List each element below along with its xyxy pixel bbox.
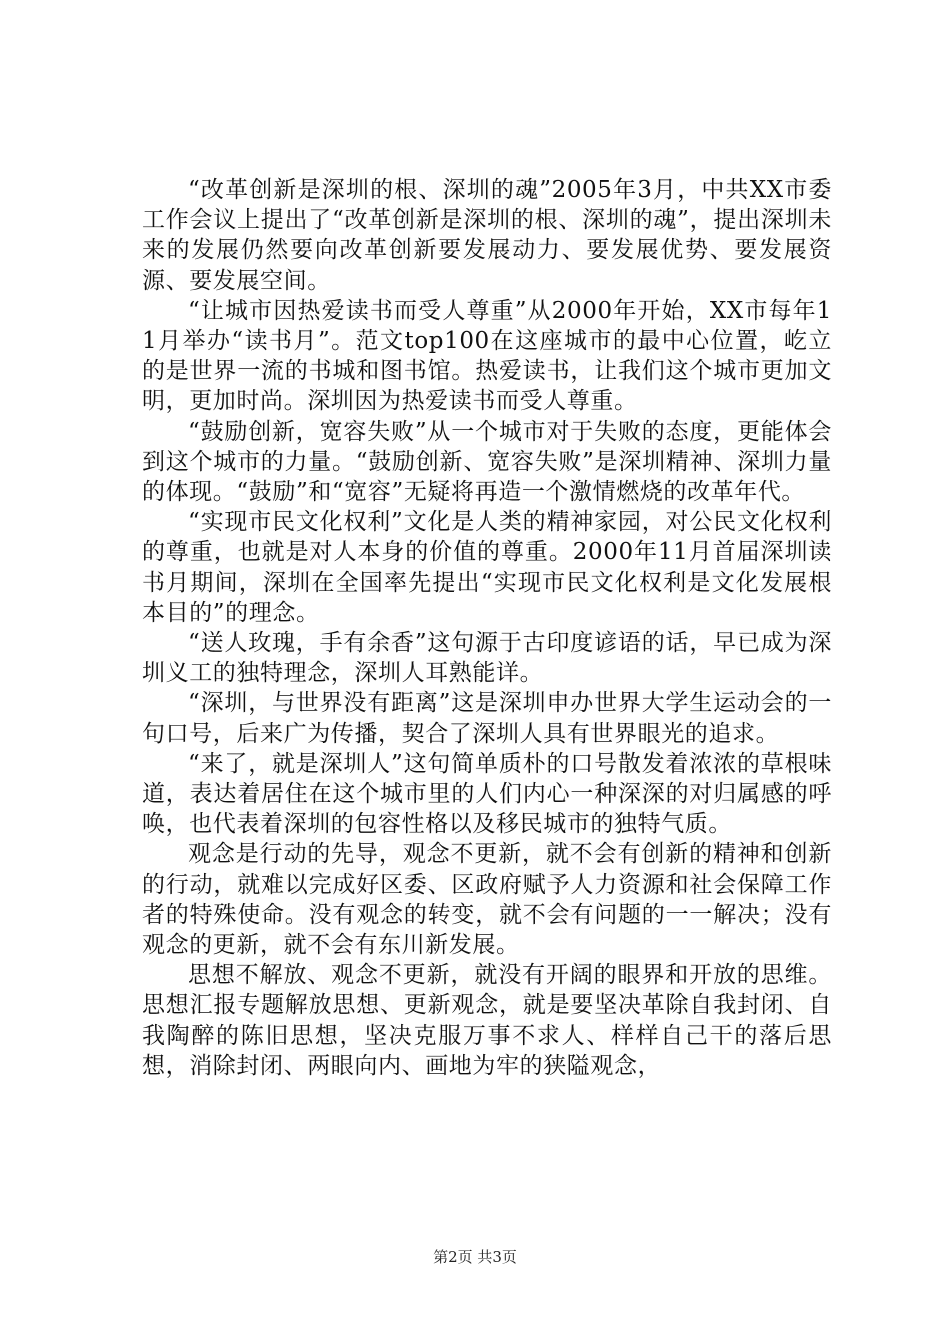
paragraph-emancipate-mind: 思想不解放、观念不更新，就没有开阔的眼界和开放的思维。思想汇报专题解放思想、更新观念，就是要坚决革除自我封闭、自我陶醉的陈旧思想，坚决克服万事不求人、样样自己干的落后思想，消除封闭、两眼向内、画地为牢的狭隘观念， xyxy=(142,962,832,1079)
paragraph-roses: “送人玫瑰，手有余香”这句源于古印度谚语的话，早已成为深圳义工的独特理念，深圳人耳熟能详。 xyxy=(142,630,832,687)
document-body xyxy=(142,175,832,1081)
paragraph-reform-innovation: “改革创新是深圳的根、深圳的魂”2005年3月，中共XX市委工作会议上提出了“改革创新是深圳的根、深圳的魂”，提出深圳未来的发展仍然要向改革创新要发展动力、要发展优势、要发展资源、要发展空间。 xyxy=(142,177,832,294)
paragraph-no-distance: “深圳，与世界没有距离”这是深圳申办世界大学生运动会的一句口号，后来广为传播，契合了深圳人具有世界眼光的追求。 xyxy=(142,690,832,747)
paragraph-shenzhen-people: “来了，就是深圳人”这句简单质朴的口号散发着浓浓的草根味道，表达着居住在这个城市里的人们内心一种深深的对归属感的呼唤，也代表着深圳的包容性格以及移民城市的独特气质。 xyxy=(142,750,832,838)
paragraph-encourage-innovation: “鼓励创新，宽容失败”从一个城市对于失败的态度，更能体会到这个城市的力量。“鼓励创新、宽容失败”是深圳精神、深圳力量的体现。“鼓励”和“宽容”无疑将再造一个激情燃烧的改革年代。 xyxy=(142,418,832,506)
paragraph-reading-month: “让城市因热爱读书而受人尊重”从2000年开始，XX市每年11月举办“读书月”。范文top100在这座城市的最中心位置，屹立的是世界一流的书城和图书馆。热爱读书，让我们这个城市更加文明，更加时尚。深圳因为热爱读书而受人尊重。 xyxy=(142,297,832,415)
paragraph-cultural-rights: “实现市民文化权利”文化是人类的精神家园，对公民文化权利的尊重，也就是对人本身的价值的尊重。2000年11月首届深圳读书月期间，深圳在全国率先提出“实现市民文化权利是文化发展根本目的”的理念。 xyxy=(142,509,832,626)
paragraph-concepts-guide: 观念是行动的先导，观念不更新，就不会有创新的精神和创新的行动，就难以完成好区委、区政府赋予人力资源和社会保障工作者的特殊使命。没有观念的转变，就不会有问题的一一解决；没有观念的更新，就不会有东川新发展。 xyxy=(142,841,832,959)
page-number-footer: 第2页 共3页 xyxy=(433,1248,517,1266)
